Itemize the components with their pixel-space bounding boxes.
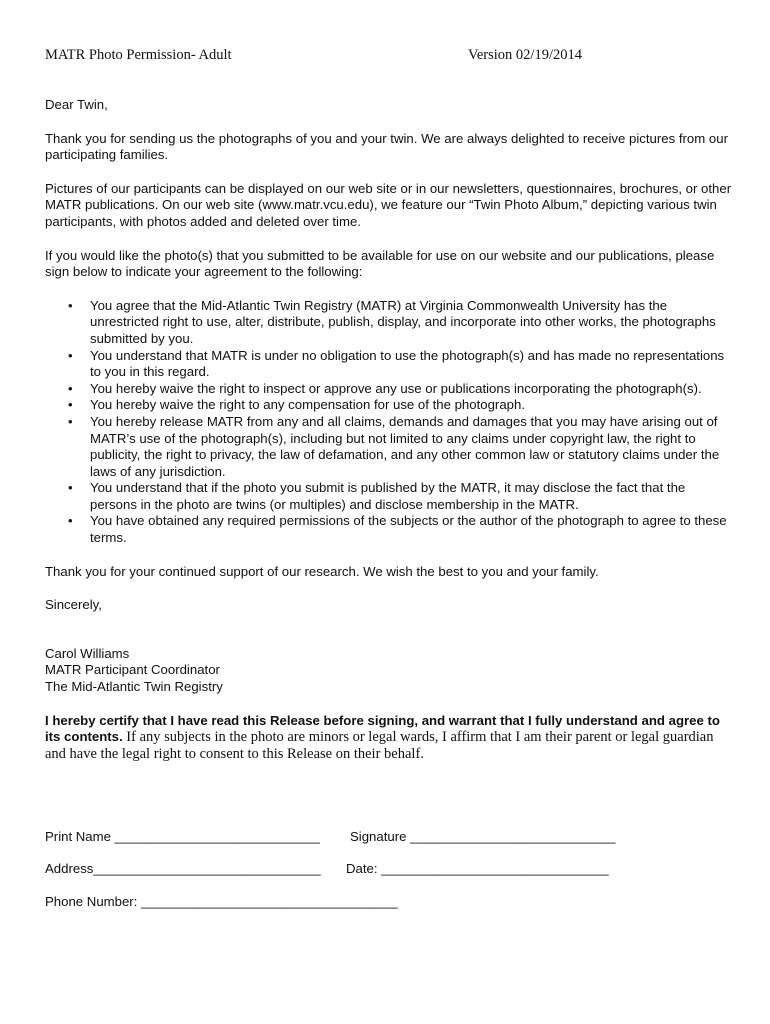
bullet-icon: • (68, 513, 73, 529)
signatory-block (45, 646, 735, 696)
address-field[interactable]: Address_______________________________ (45, 861, 321, 876)
certification-statement (45, 713, 735, 763)
bullet-icon: • (68, 380, 73, 396)
document-version: Version 02/19/2014 (468, 47, 582, 63)
list-item: • You understand that MATR is under no obligation to use the photograph(s) and has made no representations to you in this regard. (68, 347, 725, 380)
bullet-icon: • (68, 397, 73, 413)
bullet-icon: • (68, 347, 73, 363)
paragraph-instructions: If you would like the photo(s) that you submitted to be available for use on our website and our publications, please sign below to indicate your agreement to the following: (45, 247, 715, 280)
letter-body (45, 97, 735, 779)
document-title: MATR Photo Permission- Adult (45, 47, 232, 63)
paragraph-thanks: Thank you for sending us the photographs of you and your twin. We are always delighted to receive pictures from our participating families. (45, 130, 728, 163)
list-item: • You understand that if the photo you submit is published by the MATR, it may disclose the fact that the persons in the photo are twins (or multiples) and disclose membership in the MATR. (68, 480, 686, 512)
paragraph-website: Pictures of our participants can be displayed on our web site or in our newsletters, questionnaires, brochures, or other MATR publications. On our web site (www.matr.vcu.edu), we feature our “Twin Photo Album,” depicting various twin participants, with photos added and deleted over time. (45, 180, 732, 229)
signatory-title: MATR Participant Coordinator (45, 662, 220, 678)
list-item: • You agree that the Mid-Atlantic Twin Registry (MATR) at Virginia Commonwealth University has the unrestricted right to use, alter, distribute, publish, display, and incorporate into other works, the photographs submitted by you. (68, 297, 716, 346)
phone-number-field[interactable]: Phone Number: ___________________________________ (45, 894, 398, 909)
list-item: • You hereby waive the right to any compensation for use of the photograph. (68, 397, 525, 413)
bullet-icon: • (68, 413, 73, 429)
greeting: Dear Twin, (45, 97, 108, 112)
certification-text: If any subjects in the photo are minors or legal wards, I affirm that I am their parent or legal guardian and have the legal right to consent to this Release on their behalf. (45, 729, 714, 762)
signatory-organization: The Mid-Atlantic Twin Registry (45, 679, 223, 695)
date-field[interactable]: Date: _______________________________ (346, 861, 609, 876)
sign-off: Sincerely, (45, 597, 102, 613)
list-item: • You have obtained any required permissions of the subjects or the author of the photograph to agree to these terms. (68, 513, 727, 546)
signature-field[interactable]: Signature ____________________________ (350, 829, 616, 844)
terms-list (45, 298, 735, 547)
bullet-icon: • (68, 297, 73, 313)
list-item: • You hereby waive the right to inspect or approve any use or publications incorporating the photograph(s). (68, 380, 702, 396)
print-name-field[interactable]: Print Name ____________________________ (45, 829, 320, 844)
list-item: • You hereby release MATR from any and all claims, demands and damages that you may have arising out of MATR’s use of the photograph(s), including but not limited to any claims under copyright law, the right to publicity, the right to privacy, the law of defamation, and any other common law or statutory claims under the laws of any jurisdiction. (68, 413, 720, 479)
closing-paragraph: Thank you for your continued support of our research. We wish the best to you and your family. (45, 563, 599, 579)
bullet-icon: • (68, 480, 73, 496)
certification-bold: I hereby certify that I have read this Release before signing, and warrant that I fully understand and agree to its contents. (45, 712, 720, 745)
signatory-name: Carol Williams (45, 645, 130, 661)
